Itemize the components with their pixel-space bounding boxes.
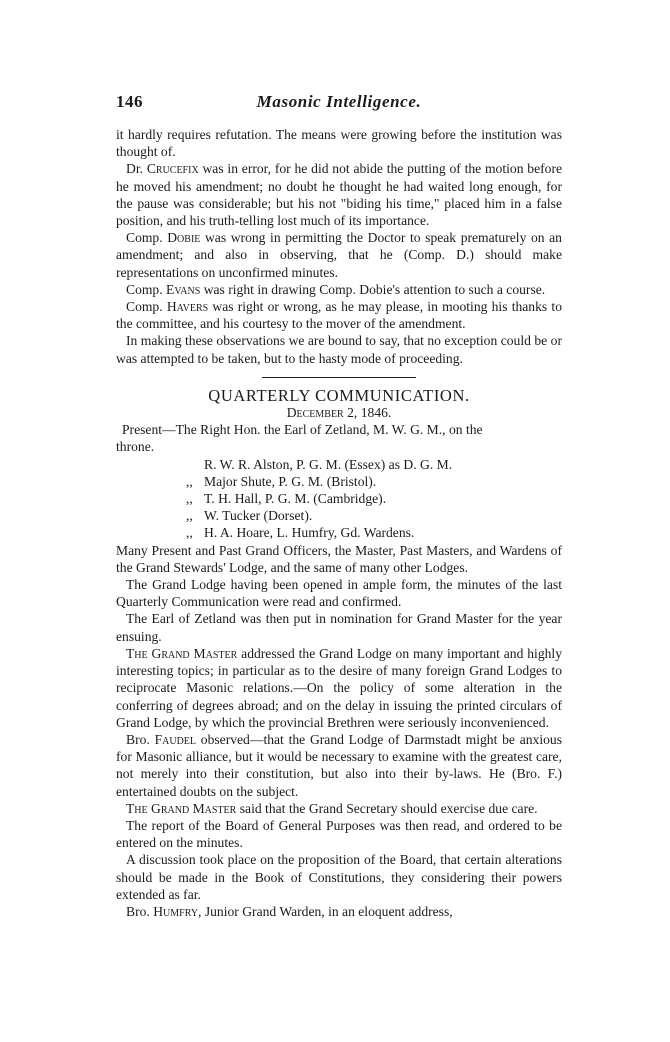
name-grand-master: The Grand Master	[126, 645, 238, 661]
paragraph-text: was wrong in permitting the Doctor to speak prematurely on an amendment; and also in observing, that he (Comp. D.) should make representations on unconfirmed minutes.	[116, 230, 562, 280]
name-dobie: Dobie	[167, 230, 201, 246]
title-prefix: Comp.	[126, 230, 163, 246]
ditto-mark: ,,	[186, 473, 193, 489]
name-havers: Havers	[166, 299, 209, 315]
intro-paragraph-5	[116, 298, 562, 332]
title-prefix: Bro.	[126, 903, 150, 919]
officer-name: W. Tucker (Dorset).	[204, 508, 313, 524]
ditto-mark	[186, 456, 204, 473]
name-crucefix: Crucefix	[146, 161, 199, 177]
title-prefix: Comp.	[126, 299, 163, 315]
officer-line	[116, 473, 562, 490]
minutes-paragraph-4	[116, 645, 562, 731]
paragraph-text: was right or wrong, as he may please, in mooting his thanks to the committee, and his courtesy to the mover of the amendment.	[116, 299, 562, 332]
minutes-paragraph-8: A discussion took place on the proposition of the Board, that certain alterations should be made in the Book of Constitutions, they considering their powers extended as far.	[116, 852, 562, 902]
paragraph-text: , Junior Grand Warden, in an eloquent address,	[198, 903, 453, 919]
title-prefix: Dr.	[126, 161, 143, 177]
officer-line	[116, 490, 562, 507]
ditto-mark: ,,	[186, 491, 193, 507]
page-body	[116, 126, 562, 920]
paragraph-text: was right in drawing Comp. Dobie's attention to such a course.	[203, 281, 546, 297]
title-prefix: Bro.	[126, 731, 150, 747]
minutes-paragraph-9	[116, 903, 562, 920]
section-title: QUARTERLY COMMUNICATION.	[208, 385, 470, 405]
officer-name: H. A. Hoare, L. Humfry, Gd. Wardens.	[204, 525, 415, 541]
intro-paragraph-3	[116, 229, 562, 281]
officer-line	[116, 507, 562, 524]
paragraph-text: was in error, for he did not abide the putting of the motion before he moved his amendment; no doubt he thought he had waited long enough, for the pause was considerable; but his not "biding his time," placed him in a false position, and his truth-telling lost much of its importance.	[116, 161, 563, 229]
running-title: Masonic Intelligence.	[256, 92, 422, 111]
intro-paragraph-6: In making these observations we are bound to say, that no exception could be or was attempted to be taken, but to the hasty mode of proceeding.	[116, 333, 562, 366]
page-header	[116, 92, 562, 114]
paragraph-text: said that the Grand Secretary should exercise due care.	[239, 800, 538, 816]
present-throne: throne.	[116, 439, 155, 455]
title-prefix: Comp.	[126, 281, 163, 297]
name-faudel: Faudel	[154, 731, 197, 747]
intro-paragraph-4	[116, 281, 562, 298]
minutes-paragraph-3: The Earl of Zetland was then put in nomination for Grand Master for the year ensuing.	[116, 611, 562, 644]
minutes-paragraph-7: The report of the Board of General Purposes was then read, and ordered to be entered on the minutes.	[116, 817, 562, 851]
officer-line	[116, 456, 562, 473]
minutes-paragraph-2: The Grand Lodge having been opened in ample form, the minutes of the last Quarterly Communication were read and confirmed.	[116, 577, 562, 610]
officer-name: T. H. Hall, P. G. M. (Cambridge).	[204, 491, 387, 507]
present-line: Present—The Right Hon. the Earl of Zetland, M. W. G. M., on the	[122, 422, 483, 438]
ditto-mark: ,,	[186, 525, 193, 541]
minutes-paragraph-1: Many Present and Past Grand Officers, the Master, Past Masters, and Wardens of the Grand Stewards' Lodge, and the same of many other Lodges.	[116, 542, 562, 575]
name-grand-master: The Grand Master	[126, 800, 237, 816]
officer-name: Major Shute, P. G. M. (Bristol).	[204, 473, 377, 489]
paragraph-text: observed—that the Grand Lodge of Darmstadt might be anxious for Masonic alliance, but it would be necessary to examine with the greatest care, not merely into their constitution, but also into their by-laws. He (Bro. F.) entertained doubts on the subject.	[116, 731, 562, 799]
name-humfry: Humfry	[153, 903, 199, 919]
officer-line	[116, 524, 562, 541]
minutes-paragraph-5	[116, 731, 562, 800]
minutes-paragraph-6	[116, 800, 562, 817]
name-evans: Evans	[166, 281, 201, 297]
section-date: December 2, 1846.	[286, 405, 392, 421]
ditto-mark: ,,	[186, 508, 193, 524]
officer-name: R. W. R. Alston, P. G. M. (Essex) as D. G. M.	[204, 456, 453, 472]
section-divider	[262, 377, 416, 378]
page-number: 146	[116, 92, 143, 111]
paragraph-text: addressed the Grand Lodge on many important and highly interesting topics; in particular as to the desire of many foreign Grand Lodges to reciprocate Masonic relations.—On the policy of some alteration in the conferring of degrees abroad; and on the delay in issuing the printed circulars of Grand Lodge, by which the provincial Brethren were seriously inconvenienced.	[116, 645, 562, 730]
intro-paragraph-2	[116, 160, 562, 229]
intro-paragraph-1: it hardly requires refutation. The means were growing before the institution was thought of.	[116, 127, 562, 160]
